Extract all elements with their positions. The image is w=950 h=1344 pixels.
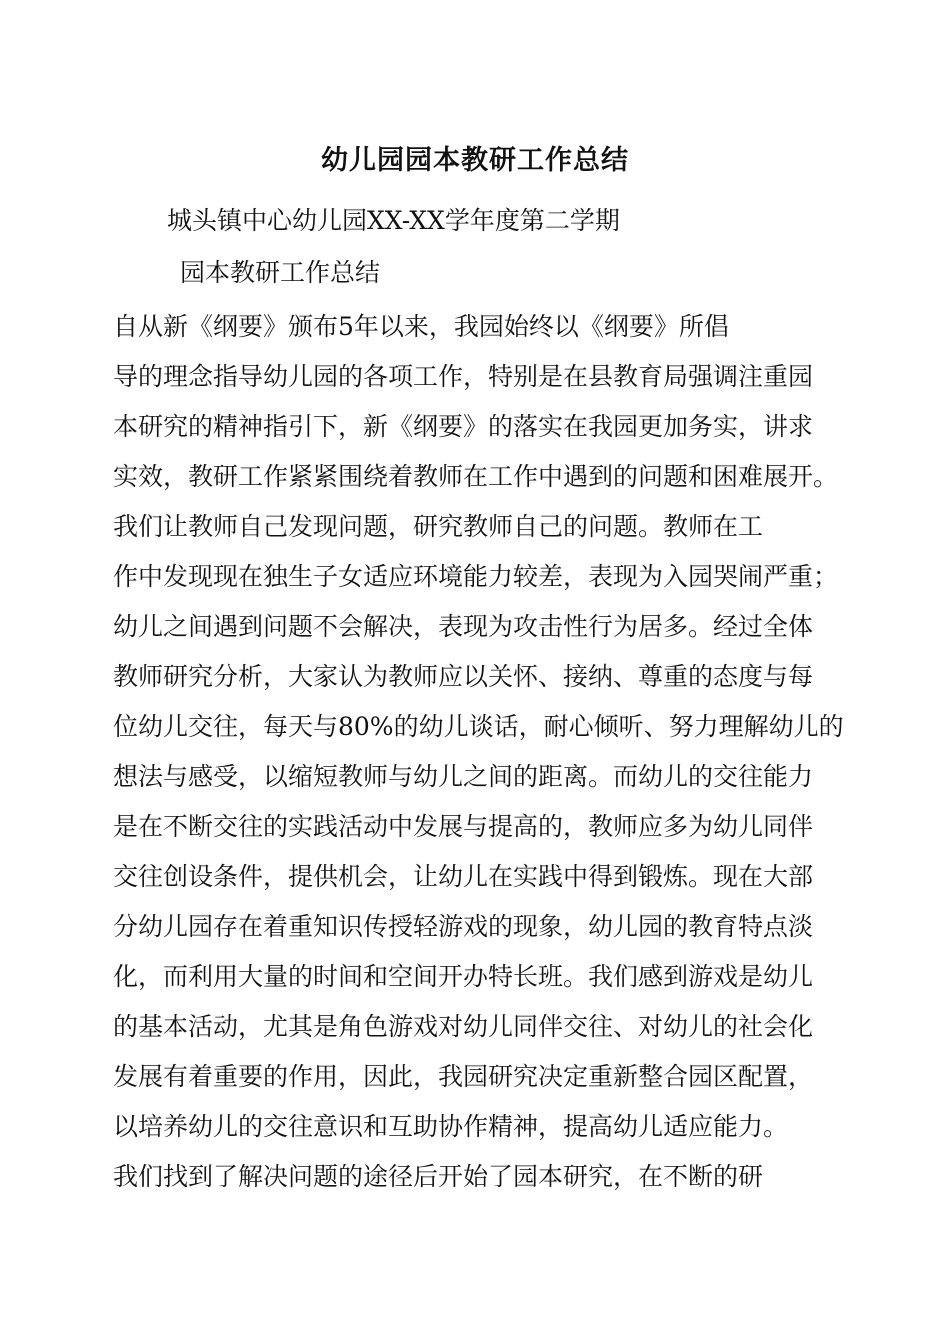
body-line: 实效，教研工作紧紧围绕着教师在工作中遇到的问题和困难展开。 [113, 462, 839, 491]
document-subtitle: 城头镇中心幼儿园XX-XX学年度第二学期 [167, 206, 620, 235]
body-line: 想法与感受，以缩短教师与幼儿之间的距离。而幼儿的交往能力 [113, 762, 814, 791]
body-line: 幼儿之间遇到问题不会解决，表现为攻击性行为居多。经过全体 [113, 612, 814, 641]
body-line: 作中发现现在独生子女适应环境能力较差，表现为入园哭闹严重； [113, 562, 839, 591]
body-line: 导的理念指导幼儿园的各项工作，特别是在县教育局强调注重园 [113, 362, 814, 391]
body-line: 发展有着重要的作用，因此，我园研究决定重新整合园区配置， [113, 1062, 814, 1091]
body-line: 我们让教师自己发现问题，研究教师自己的问题。教师在工 [113, 512, 764, 541]
body-line: 我们找到了解决问题的途径后开始了园本研究，在不断的研 [113, 1162, 764, 1191]
document-subtitle-continued: 园本教研工作总结 [180, 258, 381, 287]
body-line: 分幼儿园存在着重知识传授轻游戏的现象，幼儿园的教育特点淡 [113, 912, 814, 941]
body-line: 化，而利用大量的时间和空间开办特长班。我们感到游戏是幼儿 [113, 962, 814, 991]
body-line: 自从新《纲要》颁布5年以来，我园始终以《纲要》所倡 [113, 312, 729, 341]
body-line: 交往创设条件，提供机会，让幼儿在实践中得到锻炼。现在大部 [113, 862, 814, 891]
body-line: 是在不断交往的实践活动中发展与提高的，教师应多为幼儿同伴 [113, 812, 814, 841]
document-title: 幼儿园园本教研工作总结 [321, 145, 629, 176]
body-line: 本研究的精神指引下，新《纲要》的落实在我园更加务实，讲求 [113, 412, 814, 441]
body-line: 教师研究分析，大家认为教师应以关怀、接纳、尊重的态度与每 [113, 662, 814, 691]
body-line: 位幼儿交往，每天与80%的幼儿谈话，耐心倾听、努力理解幼儿的 [113, 712, 844, 741]
body-line: 的基本活动，尤其是角色游戏对幼儿同伴交往、对幼儿的社会化 [113, 1012, 814, 1041]
document-body [113, 302, 853, 1202]
body-line: 以培养幼儿的交往意识和互助协作精神，提高幼儿适应能力。 [113, 1112, 789, 1141]
